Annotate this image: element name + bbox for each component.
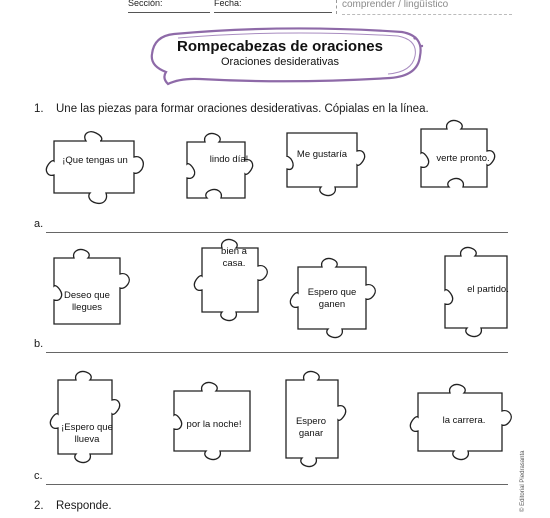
answer-line[interactable] bbox=[46, 232, 508, 233]
piece-text: el partido. bbox=[467, 284, 509, 295]
header-dashed-rule bbox=[342, 14, 512, 15]
header-divider bbox=[336, 0, 337, 14]
skills-text: comprender / lingüístico bbox=[342, 0, 449, 10]
piece-text: bien a casa. bbox=[221, 246, 247, 269]
section-label: Sección: bbox=[128, 0, 163, 8]
piece-text: ¡Espero que llueva bbox=[61, 422, 113, 445]
piece-text: Me gustaría bbox=[296, 149, 348, 160]
question-number: 1. bbox=[34, 103, 44, 115]
piece-text: verte pronto. bbox=[436, 153, 490, 164]
section-field[interactable] bbox=[128, 12, 210, 13]
answer-line[interactable] bbox=[46, 484, 508, 485]
piece-text: Deseo que llegues bbox=[64, 290, 110, 313]
question-text: Une las piezas para formar oraciones desiderativas. Cópialas en la línea. bbox=[56, 103, 429, 115]
date-label: Fecha: bbox=[214, 0, 242, 8]
copyright-note: © Editorial Piedrasanta bbox=[520, 450, 526, 512]
date-field[interactable] bbox=[214, 12, 332, 13]
piece-text: ¡Que tengas un bbox=[62, 155, 128, 166]
row-label: a. bbox=[34, 218, 44, 230]
page-title: Rompecabezas de oraciones bbox=[177, 38, 383, 55]
question-text: Responde. bbox=[56, 500, 112, 512]
piece-text: Espero que ganen bbox=[307, 287, 357, 310]
piece-text: por la noche! bbox=[186, 419, 242, 430]
answer-line[interactable] bbox=[46, 352, 508, 353]
row-label: b. bbox=[34, 338, 44, 350]
piece-text: Espero ganar bbox=[295, 416, 327, 439]
page-subtitle: Oraciones desiderativas bbox=[220, 56, 339, 68]
question-number: 2. bbox=[34, 500, 44, 512]
row-label: c. bbox=[34, 470, 43, 482]
piece-text: la carrera. bbox=[442, 415, 486, 426]
piece-text: lindo día! bbox=[209, 154, 249, 165]
